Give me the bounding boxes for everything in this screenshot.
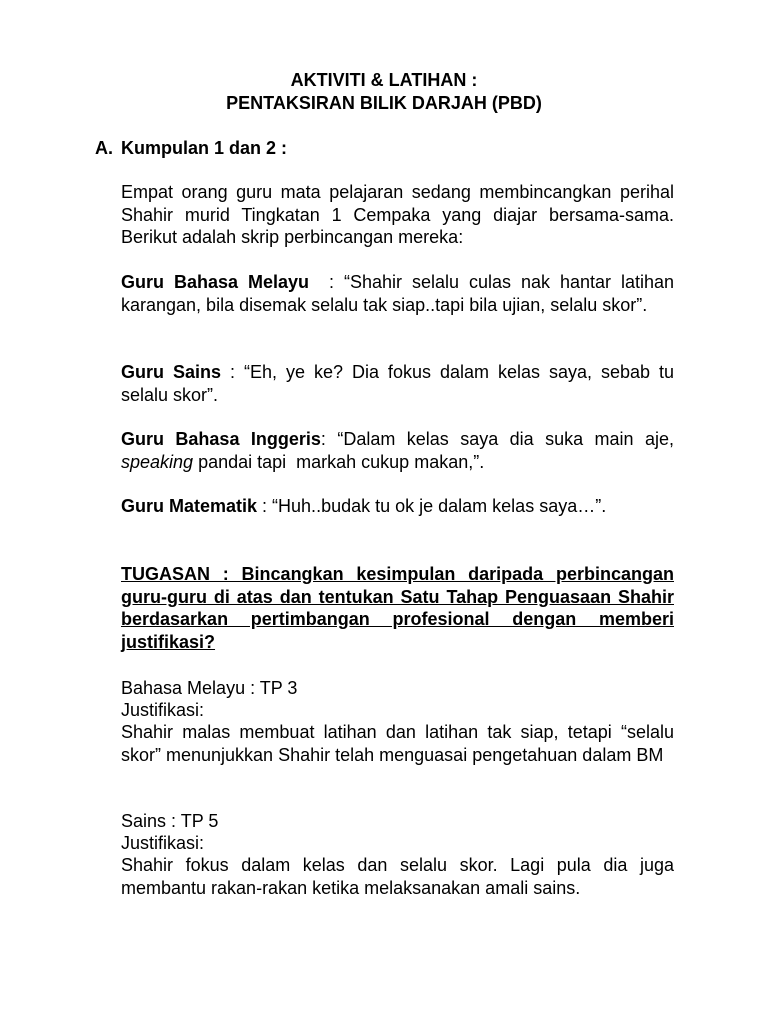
- answer-bm-justification: Shahir malas membuat latihan dan latihan tak siap, tetapi “selalu skor” menunjukkan Shahir telah menguasai pengetahuan dalam BM: [121, 722, 674, 765]
- answer-bm-subject-tp: Bahasa Melayu : TP 3: [121, 678, 298, 698]
- speaker-separator: :: [309, 272, 344, 292]
- dialogue-guru-matematik: [121, 495, 674, 518]
- answer-sains-justification: Shahir fokus dalam kelas dan selalu skor. Lagi pula dia juga membantu rakan-rakan ketika melaksanakan amali sains.: [121, 855, 674, 898]
- speaker-separator: :: [320, 429, 338, 449]
- section-heading: [95, 137, 287, 159]
- speaker-separator: :: [221, 362, 244, 382]
- answer-sains-subject-tp: Sains : TP 5: [121, 811, 219, 831]
- task-paragraph: TUGASAN : Bincangkan kesimpulan daripada perbincangan guru-guru di atas dan tentukan Satu Tahap Penguasaan Shahir berdasarkan pertimbangan profesional dengan memberi justifikasi?: [121, 564, 674, 652]
- section-title: Kumpulan 1 dan 2 :: [121, 138, 288, 158]
- speaker-separator: :: [257, 496, 273, 516]
- speaker-label: Guru Matematik: [121, 496, 258, 516]
- dialogue-text-after: pandai tapi markah cukup makan,”.: [193, 451, 485, 472]
- section-letter: A.: [95, 138, 113, 158]
- dialogue-text-italic: speaking: [121, 451, 194, 472]
- document-title-line-1: AKTIVITI & LATIHAN :: [290, 70, 478, 90]
- dialogue-guru-sains: [121, 361, 674, 406]
- speaker-label: Guru Sains: [121, 362, 221, 382]
- answer-bm-justification-label: Justifikasi:: [121, 700, 205, 720]
- dialogue-text: “Huh..budak tu ok je dalam kelas saya…”.: [272, 496, 607, 516]
- dialogue-text: “Eh, ye ke? Dia fokus dalam kelas saya, sebab tu selalu skor”.: [121, 362, 674, 405]
- speaker-label: Guru Bahasa Melayu: [121, 272, 310, 292]
- dialogue-text: “Shahir selalu culas nak hantar latihan karangan, bila disemak selalu tak siap..tapi bila ujian, selalu skor”.: [121, 272, 675, 315]
- intro-paragraph: Empat orang guru mata pelajaran sedang membincangkan perihal Shahir murid Tingkatan 1 Cempaka yang diajar bersama-sama. Berikut adalah skrip perbincangan mereka:: [121, 182, 674, 247]
- answer-sains-justification-label: Justifikasi:: [121, 833, 205, 853]
- dialogue-guru-bahasa-melayu: [121, 271, 674, 316]
- dialogue-text-before: “Dalam kelas saya dia suka main aje,: [337, 429, 674, 449]
- document-title-line-2: PENTAKSIRAN BILIK DARJAH (PBD): [226, 93, 542, 113]
- speaker-label: Guru Bahasa Inggeris: [121, 429, 321, 449]
- dialogue-guru-bahasa-inggeris: [121, 428, 674, 473]
